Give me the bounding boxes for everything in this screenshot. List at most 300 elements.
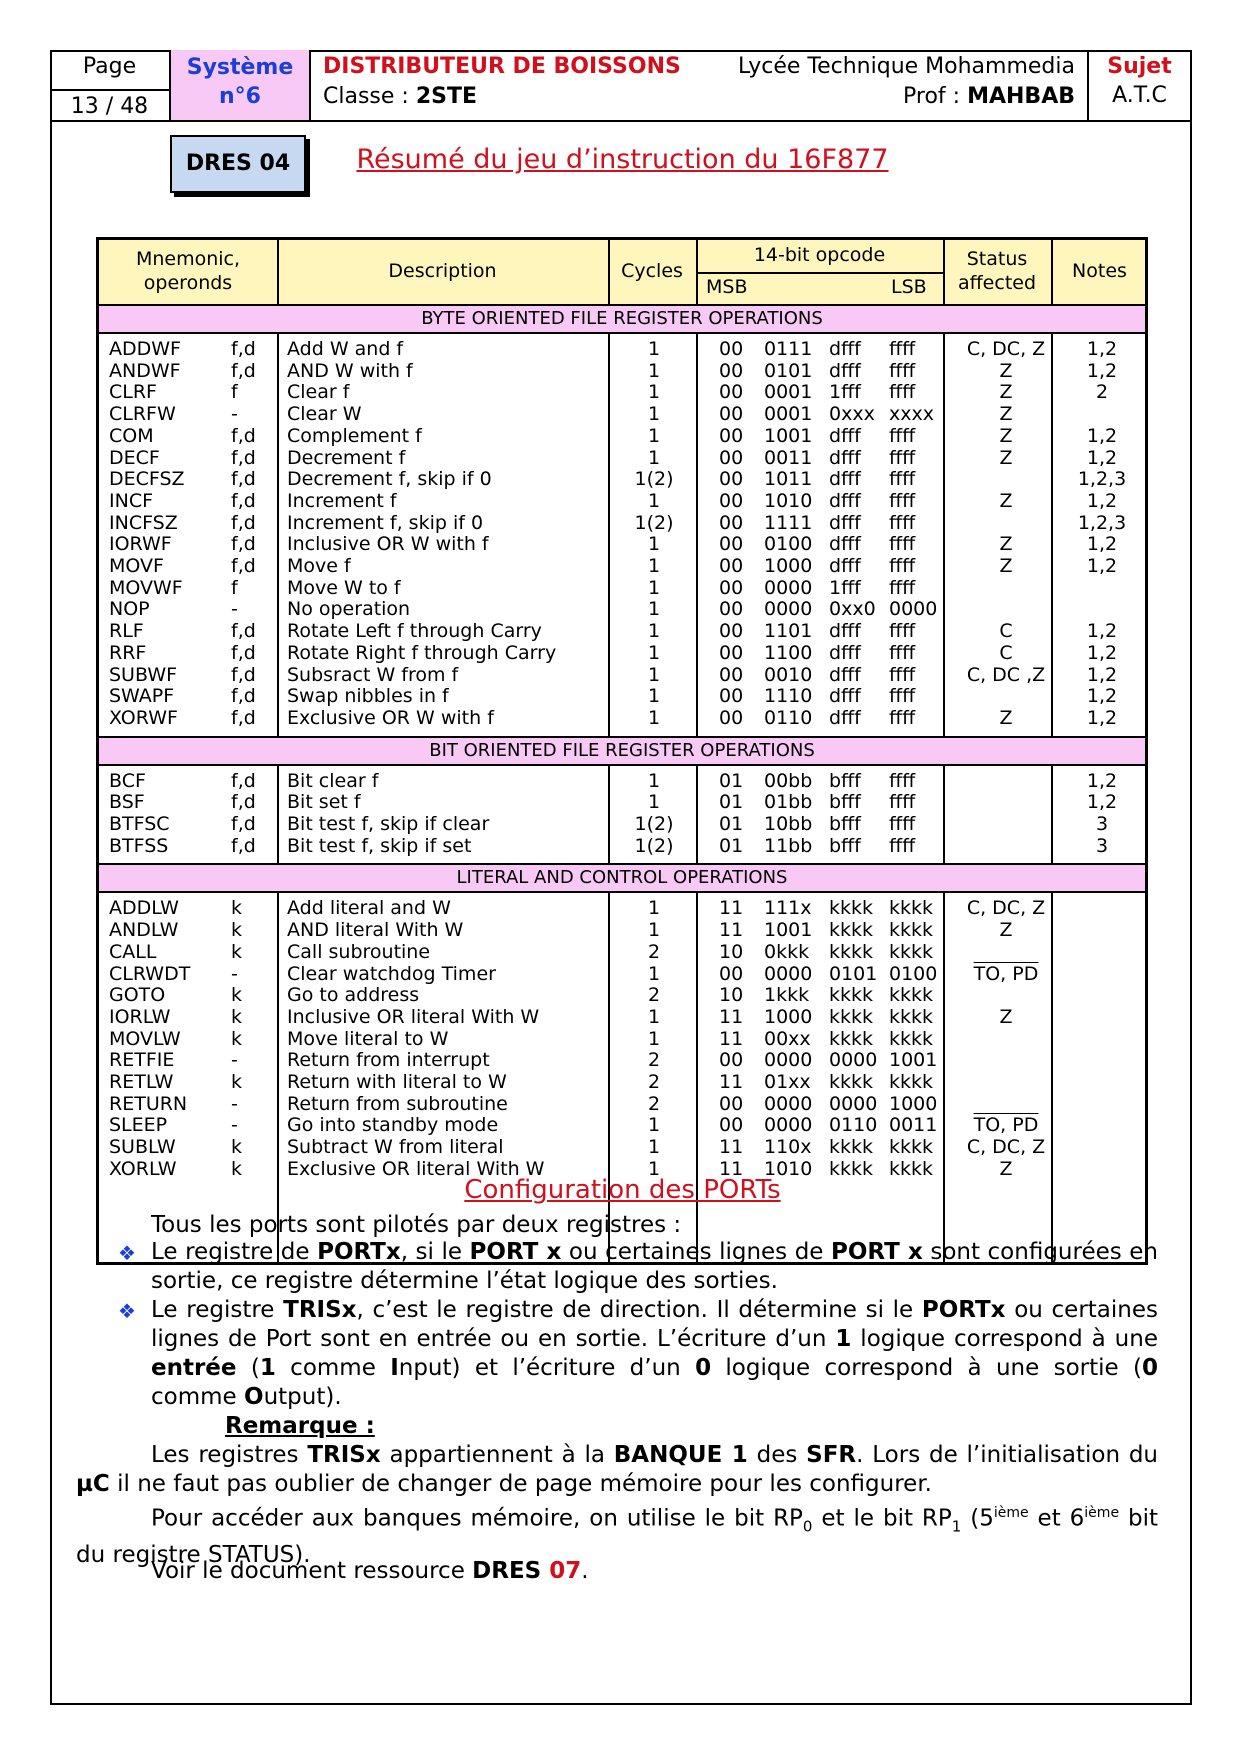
cell-description: Rotate Right f through Carry: [287, 641, 557, 664]
cell-operand: k: [231, 940, 243, 963]
cell-description: Clear watchdog Timer: [287, 962, 496, 985]
cell-description: Return from subroutine: [287, 1092, 508, 1115]
cell-opcode-2: 1001: [764, 424, 813, 447]
cell-opcode-1: 00: [719, 511, 744, 534]
table-row: [99, 812, 1145, 836]
cell-mnemonic: NOP: [109, 598, 150, 621]
opcode-divider: [696, 272, 943, 274]
cell-mnemonic: ANDLW: [109, 919, 179, 942]
section-header: BIT ORIENTED FILE REGISTER OPERATIONS: [99, 736, 1145, 766]
cell-cycles: 1: [647, 489, 661, 512]
cell-mnemonic: RETURN: [109, 1092, 188, 1115]
cell-operand: f,d: [231, 446, 256, 469]
cell-opcode-4: ffff: [889, 641, 916, 664]
cell-mnemonic: MOVLW: [109, 1027, 181, 1050]
table-row: [99, 619, 1145, 643]
system-label: Système: [186, 55, 294, 80]
cell-opcode-4: ffff: [889, 685, 916, 708]
cell-opcode-2: 0001: [764, 381, 813, 404]
cell-opcode-4: ffff: [889, 338, 916, 360]
cell-status: C, DC ,Z: [966, 663, 1046, 686]
cell-opcode-3: 0110: [829, 1114, 878, 1137]
cell-cycles: 1: [647, 620, 661, 643]
cell-operand: -: [231, 1114, 238, 1137]
table-row: [99, 554, 1145, 578]
cell-mnemonic: BTFSC: [109, 813, 170, 835]
cell-cycles: 1: [647, 641, 661, 664]
cell-opcode-3: bfff: [829, 769, 861, 792]
cell-description: Exclusive OR literal With W: [287, 1157, 545, 1180]
cell-notes: 1,2: [1086, 424, 1118, 447]
page-label: Page: [82, 54, 137, 79]
table-row: [99, 684, 1145, 708]
cell-opcode-2: 1000: [764, 555, 813, 577]
page-cell: [50, 50, 171, 120]
cell-opcode-3: 1fff: [829, 381, 861, 404]
cell-cycles: 1: [647, 1005, 661, 1028]
cell-opcode-2: 11bb: [764, 834, 813, 857]
cell-description: Bit clear f: [287, 769, 379, 792]
table-row: [99, 380, 1145, 404]
cell-opcode-4: ffff: [889, 706, 916, 729]
table-row: [99, 446, 1145, 470]
cell-cycles: 1(2): [634, 468, 674, 491]
cell-opcode-4: xxxx: [889, 403, 934, 426]
cell-opcode-4: kkkk: [889, 1136, 934, 1159]
cell-mnemonic: CLRFW: [109, 403, 176, 426]
cell-cycles: 1: [647, 598, 661, 621]
cell-opcode-1: 00: [719, 489, 744, 512]
cell-operand: f: [231, 576, 238, 599]
cell-opcode-2: 1110: [764, 685, 813, 708]
cell-cycles: 1: [647, 1027, 661, 1050]
table-row: [99, 467, 1145, 491]
cell-opcode-2: 0000: [764, 598, 813, 621]
table-row: [99, 1135, 1145, 1159]
cell-opcode-1: 00: [719, 641, 744, 664]
table-row: [99, 532, 1145, 556]
cell-operand: k: [231, 984, 243, 1007]
bullet-portx: Le registre de PORTx, si le PORT x ou certaines lignes de PORT x sont configurées en sortie, ce registre détermine l’état logique des sorties.: [151, 1239, 1158, 1294]
cell-opcode-4: 0000: [889, 598, 938, 621]
cell-opcode-1: 10: [719, 940, 744, 963]
table-row: [99, 962, 1145, 986]
cell-cycles: 1: [647, 1114, 661, 1137]
table-row: [99, 489, 1145, 513]
table-row: [99, 1113, 1145, 1137]
cell-opcode-3: kkkk: [829, 1005, 874, 1028]
cell-operand: f,d: [231, 769, 256, 792]
cell-opcode-4: 0100: [889, 962, 938, 985]
cell-status: Z: [999, 446, 1013, 469]
header-status: Status affected: [957, 248, 1037, 294]
cell-cycles: 1(2): [634, 511, 674, 534]
cell-cycles: 2: [647, 940, 661, 963]
cell-cycles: 1: [647, 381, 661, 404]
project-title: DISTRIBUTEUR DE BOISSONS: [323, 54, 681, 79]
cell-opcode-1: 00: [719, 1092, 744, 1115]
cell-mnemonic: XORWF: [109, 706, 178, 729]
cell-notes: 1,2: [1086, 533, 1118, 556]
table-row: [99, 940, 1145, 964]
cell-notes: 1,2: [1086, 706, 1118, 729]
table-row: [99, 337, 1145, 361]
cell-opcode-4: ffff: [889, 359, 916, 382]
cell-opcode-2: 0000: [764, 576, 813, 599]
cell-opcode-2: 1010: [764, 489, 813, 512]
cell-description: Call subroutine: [287, 940, 431, 963]
cell-cycles: 1: [647, 685, 661, 708]
cell-cycles: 1: [647, 663, 661, 686]
cell-opcode-2: 1111: [764, 511, 813, 534]
cell-opcode-3: 1fff: [829, 576, 861, 599]
cell-opcode-4: 0011: [889, 1114, 938, 1137]
cell-opcode-3: kkkk: [829, 1027, 874, 1050]
cell-opcode-1: 00: [719, 1114, 744, 1137]
cell-opcode-3: dfff: [829, 359, 861, 382]
cell-status: Z: [999, 533, 1013, 556]
class-info: Classe : 2STE: [323, 84, 478, 109]
cell-opcode-3: bfff: [829, 834, 861, 857]
cell-opcode-3: kkkk: [829, 897, 874, 920]
cell-status: C: [999, 641, 1013, 664]
table-row: [99, 1048, 1145, 1072]
cell-description: Bit set f: [287, 791, 361, 814]
cell-opcode-4: kkkk: [889, 984, 934, 1007]
cell-notes: 1,2: [1086, 685, 1118, 708]
cell-opcode-2: 0010: [764, 663, 813, 686]
cell-opcode-1: 00: [719, 533, 744, 556]
header-lsb: LSB: [891, 276, 927, 298]
dres-box: DRES 04: [170, 135, 306, 193]
cell-mnemonic: MOVF: [109, 555, 164, 577]
cell-opcode-3: kkkk: [829, 919, 874, 942]
cell-opcode-3: dfff: [829, 424, 861, 447]
cell-opcode-2: 0000: [764, 1114, 813, 1137]
cell-opcode-2: 0000: [764, 962, 813, 985]
cell-status: C, DC, Z: [966, 1136, 1046, 1159]
cell-operand: f,d: [231, 663, 256, 686]
school-name: Lycée Technique Mohammedia: [737, 54, 1075, 79]
cell-opcode-1: 00: [719, 620, 744, 643]
cell-mnemonic: SLEEP: [109, 1114, 168, 1137]
table-row: [99, 597, 1145, 621]
cell-description: Subtract W from literal: [287, 1136, 504, 1159]
cell-opcode-3: dfff: [829, 663, 861, 686]
cell-opcode-2: 110x: [764, 1136, 812, 1159]
cell-status: Z: [999, 1157, 1013, 1180]
cell-description: Decrement f: [287, 446, 406, 469]
cell-notes: 1,2: [1086, 791, 1118, 814]
cell-opcode-2: 0001: [764, 403, 813, 426]
cell-opcode-1: 01: [719, 769, 744, 792]
table-row: [99, 402, 1145, 426]
cell-description: Clear W: [287, 403, 362, 426]
cell-opcode-1: 00: [719, 962, 744, 985]
cell-cycles: 1: [647, 555, 661, 577]
cell-mnemonic: CALL: [109, 940, 157, 963]
page-number: 13 / 48: [50, 89, 169, 122]
cell-opcode-4: ffff: [889, 446, 916, 469]
cell-description: Swap nibbles in f: [287, 685, 449, 708]
cell-mnemonic: RETFIE: [109, 1049, 175, 1072]
cell-description: Clear f: [287, 381, 350, 404]
cell-mnemonic: XORLW: [109, 1157, 177, 1180]
cell-opcode-2: 00bb: [764, 769, 813, 792]
cell-description: AND W with f: [287, 359, 413, 382]
cell-opcode-4: 1001: [889, 1049, 938, 1072]
cell-opcode-4: kkkk: [889, 1071, 934, 1093]
cell-cycles: 1: [647, 1157, 661, 1180]
cell-notes: 1,2,3: [1077, 468, 1127, 491]
cell-opcode-1: 11: [719, 1027, 744, 1050]
cell-operand: k: [231, 1071, 243, 1093]
cell-opcode-3: bfff: [829, 791, 861, 814]
cell-description: Bit test f, skip if clear: [287, 813, 490, 835]
remark-rp-bits: Pour accéder aux banques mémoire, on utilise le bit $RP_0$ et le bit $RP_1$ (5ième et 6ième bit du registre STATUS).: [76, 1505, 1159, 1569]
cell-cycles: 1: [647, 1136, 661, 1159]
cell-cycles: 1: [647, 424, 661, 447]
cell-cycles: 2: [647, 984, 661, 1007]
cell-status: Z: [999, 919, 1013, 942]
cell-opcode-2: 0111: [764, 338, 813, 360]
cell-notes: 3: [1095, 834, 1109, 857]
cell-opcode-4: 1000: [889, 1092, 938, 1115]
cell-opcode-4: ffff: [889, 511, 916, 534]
cell-opcode-1: 11: [719, 1157, 744, 1180]
cell-cycles: 1: [647, 706, 661, 729]
cell-opcode-4: kkkk: [889, 1157, 934, 1180]
cell-operand: f,d: [231, 813, 256, 835]
cell-opcode-2: 00xx: [764, 1027, 811, 1050]
cell-status: Z: [999, 424, 1013, 447]
cell-operand: f,d: [231, 511, 256, 534]
cell-description: Add W and f: [287, 338, 404, 360]
cell-opcode-3: dfff: [829, 338, 861, 360]
cell-description: Exclusive OR W with f: [287, 706, 494, 729]
header-notes: Notes: [1072, 260, 1127, 282]
cell-notes: 3: [1095, 813, 1109, 835]
cell-description: Move f: [287, 555, 351, 577]
cell-operand: f,d: [231, 791, 256, 814]
cell-description: Decrement f, skip if 0: [287, 468, 492, 491]
cell-opcode-4: kkkk: [889, 940, 934, 963]
cell-opcode-4: kkkk: [889, 897, 934, 920]
page-header: [50, 50, 1192, 122]
cell-opcode-4: ffff: [889, 489, 916, 512]
cell-description: Return from interrupt: [287, 1049, 490, 1072]
header-mnemonic: Mnemonic, operonds: [135, 248, 241, 294]
cell-operand: -: [231, 598, 238, 621]
cell-opcode-1: 00: [719, 576, 744, 599]
cell-notes: 1,2: [1086, 359, 1118, 382]
cell-mnemonic: BTFSS: [109, 834, 169, 857]
cell-description: Go to address: [287, 984, 420, 1007]
table-row: [99, 359, 1145, 383]
cell-opcode-1: 11: [719, 897, 744, 920]
cell-opcode-3: dfff: [829, 620, 861, 643]
cell-opcode-4: ffff: [889, 791, 916, 814]
cell-opcode-1: 00: [719, 1049, 744, 1072]
config-intro: Tous les ports sont pilotés par deux registres :: [151, 1212, 682, 1238]
cell-opcode-1: 01: [719, 791, 744, 814]
cell-cycles: 1: [647, 338, 661, 360]
cell-opcode-4: ffff: [889, 555, 916, 577]
header-opcode: 14-bit opcode: [753, 244, 886, 266]
cell-operand: f,d: [231, 468, 256, 491]
project-cell: [311, 50, 1089, 120]
cell-mnemonic: GOTO: [109, 984, 166, 1007]
cell-opcode-3: dfff: [829, 489, 861, 512]
cell-opcode-1: 10: [719, 984, 744, 1007]
cell-opcode-3: 0xxx: [829, 403, 875, 426]
cell-notes: 1,2: [1086, 489, 1118, 512]
cell-cycles: 1: [647, 919, 661, 942]
cell-notes: 1,2: [1086, 555, 1118, 577]
cell-notes: 1,2: [1086, 446, 1118, 469]
cell-operand: k: [231, 1005, 243, 1028]
cell-status: Z: [999, 403, 1013, 426]
cell-operand: k: [231, 897, 243, 920]
cell-mnemonic: CLRF: [109, 381, 157, 404]
cell-opcode-3: bfff: [829, 813, 861, 835]
cell-operand: f,d: [231, 359, 256, 382]
cell-opcode-4: kkkk: [889, 1027, 934, 1050]
cell-notes: 1,2: [1086, 620, 1118, 643]
cell-cycles: 1: [647, 403, 661, 426]
cell-status: TO, PD: [973, 962, 1039, 985]
table-row: [99, 511, 1145, 535]
cell-opcode-1: 01: [719, 834, 744, 857]
cell-opcode-2: 1010: [764, 1157, 813, 1180]
cell-opcode-2: 1100: [764, 641, 813, 664]
table-row: [99, 424, 1145, 448]
cell-mnemonic: RETLW: [109, 1071, 174, 1093]
cell-opcode-2: 0kkk: [764, 940, 810, 963]
cell-mnemonic: MOVWF: [109, 576, 183, 599]
cell-mnemonic: DECF: [109, 446, 160, 469]
system-cell: [171, 50, 311, 120]
cell-operand: f,d: [231, 706, 256, 729]
cell-opcode-2: 1101: [764, 620, 813, 643]
cell-opcode-1: 00: [719, 424, 744, 447]
cell-mnemonic: SWAPF: [109, 685, 175, 708]
table-row: [99, 834, 1145, 858]
cell-description: Increment f: [287, 489, 397, 512]
cell-cycles: 1: [647, 576, 661, 599]
cell-description: Subsract W from f: [287, 663, 459, 686]
cell-opcode-3: 0xx0: [829, 598, 876, 621]
cell-notes: 1,2: [1086, 338, 1118, 360]
cell-operand: f,d: [231, 338, 256, 360]
cell-notes: 1,2: [1086, 769, 1118, 792]
diamond-bullet-icon: ❖: [118, 1299, 136, 1323]
cell-cycles: 1: [647, 446, 661, 469]
cell-mnemonic: ADDWF: [109, 338, 181, 360]
config-title: Configuration des PORTs: [464, 1175, 781, 1205]
cell-opcode-2: 1000: [764, 1005, 813, 1028]
table-row: [99, 1027, 1145, 1051]
cell-opcode-1: 00: [719, 381, 744, 404]
cell-opcode-3: kkkk: [829, 1136, 874, 1159]
cell-mnemonic: COM: [109, 424, 154, 447]
cell-notes: 2: [1095, 381, 1109, 404]
cell-opcode-2: 01xx: [764, 1071, 811, 1093]
bullet-trisx: Le registre TRISx, c’est le registre de direction. Il détermine si le PORTx ou certaines lignes de Port sont en entrée ou en sortie. L’écriture d’un 1 logique correspond à une entrée (1 comme Input) et l’écriture d’un 0 logique correspond à une sortie (0 comme Output).: [151, 1297, 1158, 1410]
cell-description: Bit test f, skip if set: [287, 834, 472, 857]
cell-opcode-2: 0110: [764, 706, 813, 729]
cell-operand: f,d: [231, 424, 256, 447]
cell-operand: f,d: [231, 641, 256, 664]
cell-opcode-4: ffff: [889, 381, 916, 404]
cell-operand: k: [231, 919, 243, 942]
cell-opcode-1: 00: [719, 685, 744, 708]
table-row: [99, 918, 1145, 942]
cell-status: TO, PD: [973, 1114, 1039, 1137]
cell-opcode-1: 00: [719, 446, 744, 469]
cell-opcode-4: ffff: [889, 576, 916, 599]
cell-mnemonic: ADDLW: [109, 897, 179, 920]
table-row: [99, 1005, 1145, 1029]
cell-mnemonic: INCF: [109, 489, 154, 512]
cell-opcode-4: ffff: [889, 424, 916, 447]
cell-status: Z: [999, 489, 1013, 512]
cell-opcode-1: 00: [719, 663, 744, 686]
cell-mnemonic: RLF: [109, 620, 144, 643]
table-row: [99, 769, 1145, 793]
cell-description: Rotate Left f through Carry: [287, 620, 542, 643]
cell-opcode-2: 0101: [764, 359, 813, 382]
cell-description: Move literal to W: [287, 1027, 449, 1050]
cell-opcode-2: 10bb: [764, 813, 813, 835]
cell-cycles: 1: [647, 897, 661, 920]
cell-operand: f,d: [231, 620, 256, 643]
cell-cycles: 1: [647, 791, 661, 814]
cell-operand: f,d: [231, 685, 256, 708]
cell-cycles: 2: [647, 1071, 661, 1093]
system-number: n°6: [219, 84, 261, 109]
cell-status: Z: [999, 555, 1013, 577]
cell-opcode-1: 00: [719, 338, 744, 360]
cell-opcode-2: 0100: [764, 533, 813, 556]
cell-operand: -: [231, 962, 238, 985]
cell-opcode-3: 0101: [829, 962, 878, 985]
table-row: [99, 896, 1145, 920]
cell-cycles: 1: [647, 533, 661, 556]
cell-mnemonic: ANDWF: [109, 359, 181, 382]
cell-description: Go into standby mode: [287, 1114, 499, 1137]
cell-opcode-3: dfff: [829, 511, 861, 534]
cell-cycles: 1: [647, 962, 661, 985]
cell-opcode-4: kkkk: [889, 919, 934, 942]
cell-opcode-3: dfff: [829, 533, 861, 556]
cell-opcode-4: kkkk: [889, 1005, 934, 1028]
cell-opcode-1: 00: [719, 598, 744, 621]
cell-operand: k: [231, 1136, 243, 1159]
cell-notes: 1,2: [1086, 641, 1118, 664]
cell-opcode-3: dfff: [829, 706, 861, 729]
cell-description: Complement f: [287, 424, 422, 447]
table-row: [99, 576, 1145, 600]
cell-opcode-1: 11: [719, 1005, 744, 1028]
table-row: [99, 1092, 1145, 1116]
cell-status: Z: [999, 1005, 1013, 1028]
table-row: [99, 983, 1145, 1007]
remark-banque: Les registres TRISx appartiennent à la BANQUE 1 des SFR. Lors de l’initialisation du µC il ne faut pas oublier de changer de page mémoire pour les configurer.: [76, 1442, 1159, 1497]
cell-opcode-4: ffff: [889, 813, 916, 835]
cell-opcode-1: 00: [719, 555, 744, 577]
cell-operand: k: [231, 1157, 243, 1180]
